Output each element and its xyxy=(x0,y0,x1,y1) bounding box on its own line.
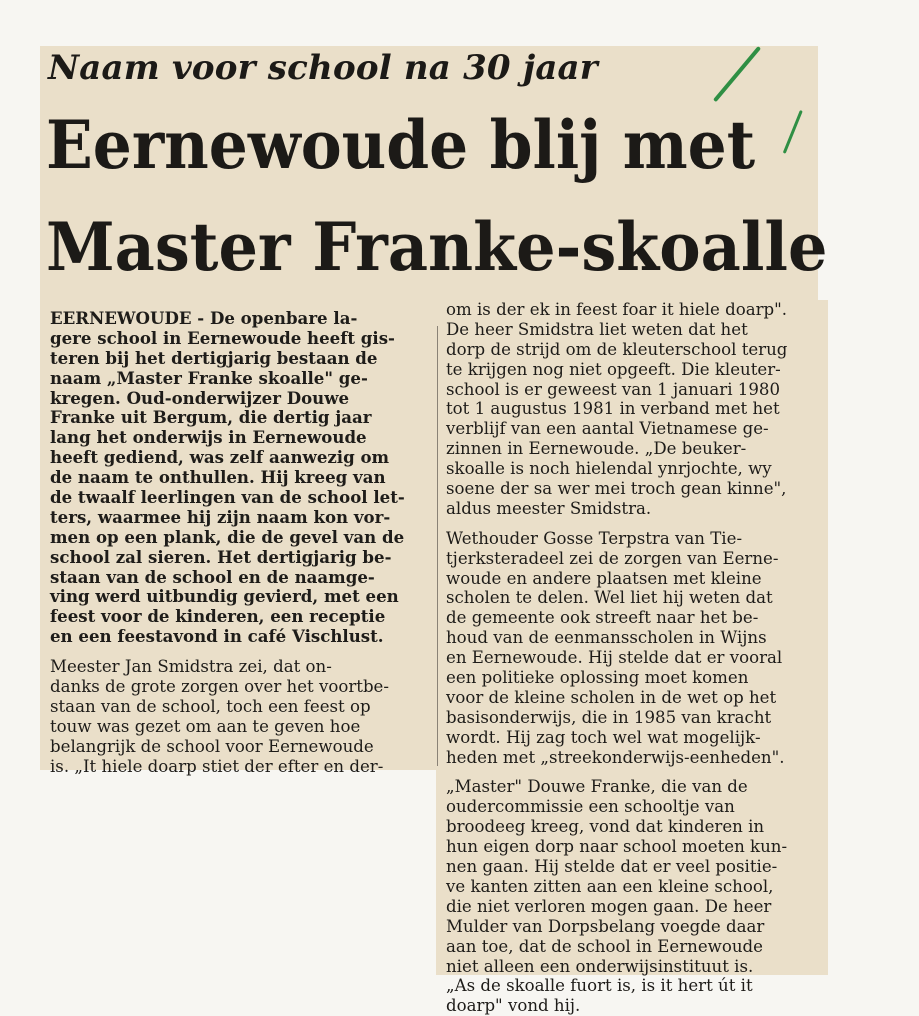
article-text-line: heden met „streekonderwijs-eenheden". xyxy=(446,747,785,767)
article-text-line: men op een plank, die de gevel van de xyxy=(50,526,405,547)
article-text-line: Meester Jan Smidstra zei, dat on- xyxy=(50,657,332,677)
article-text-line: school zal sieren. Het dertigjarig be- xyxy=(50,546,392,567)
article-text-line: naam „Master Franke skoalle" ge- xyxy=(50,367,368,388)
column-divider xyxy=(437,326,438,766)
article-column-left xyxy=(50,309,432,776)
headline-line-1: Eernewoude blij met xyxy=(46,106,756,184)
article-text-line: „Master" Douwe Franke, die van de xyxy=(446,777,748,797)
article-text-line: ve kanten zitten aan een kleine school, xyxy=(446,876,774,896)
article-text-line: hun eigen dorp naar school moeten kun- xyxy=(446,837,788,857)
article-text-line: Mulder van Dorpsbelang voegde daar xyxy=(446,916,765,936)
headline-line-2: Master Franke-skoalle xyxy=(46,208,828,286)
article-text-line: feest voor de kinderen, een receptie xyxy=(50,606,386,627)
article-text-line: tjerksteradeel zei de zorgen van Eerne- xyxy=(446,548,779,568)
article-text-line: De heer Smidstra liet weten dat het xyxy=(446,319,748,339)
article-text-line: soene der sa wer mei troch gean kinne", xyxy=(446,479,787,499)
article-text-line: heeft gediend, was zelf aanwezig om xyxy=(50,447,390,468)
article-text-line: belangrijk de school voor Eernewoude xyxy=(50,736,374,756)
article-text-line: scholen te delen. Wel liet hij weten dat xyxy=(446,588,773,608)
article-text-line: basisonderwijs, die in 1985 van kracht xyxy=(446,707,772,727)
article-text-line: ters, waarmee hij zijn naam kon vor- xyxy=(50,506,391,527)
article-text-line: skoalle is noch hielendal ynrjochte, wy xyxy=(446,459,772,479)
article-text-line: om is der ek in feest foar it hiele doarp". xyxy=(446,300,788,319)
article-text-line: school is er geweest van 1 januari 1980 xyxy=(446,379,781,399)
article-text-line: de gemeente ook streeft naar het be- xyxy=(446,608,759,628)
article-text-line: danks de grote zorgen over het voortbe- xyxy=(50,677,389,697)
article-text-line: aan toe, dat de school in Eernewoude xyxy=(446,936,763,956)
article-text-line: een politieke oplossing moet komen xyxy=(446,668,749,688)
article-text-line: aldus meester Smidstra. xyxy=(446,498,652,518)
kicker-title: Naam voor school na 30 jaar xyxy=(48,48,598,88)
article-text-line: woude en andere plaatsen met kleine xyxy=(446,568,762,588)
article-text-line: EERNEWOUDE - De openbare la- xyxy=(50,308,358,328)
article-text-line: die niet verloren mogen gaan. De heer xyxy=(446,896,772,916)
article-text-line: ving werd uitbundig gevierd, met een xyxy=(50,586,399,607)
article-text-line: en een feestavond in café Vischlust. xyxy=(50,626,384,647)
article-text-line: Wethouder Gosse Terpstra van Tie- xyxy=(446,528,743,548)
article-text-line: de naam te onthullen. Hij kreeg van xyxy=(50,467,386,488)
article-text-line: houd van de eenmansscholen in Wijns xyxy=(446,628,767,648)
article-text-line: voor de kleine scholen in de wet op het xyxy=(446,687,777,707)
article-text-line: doarp" vond hij. xyxy=(446,996,581,1016)
article-text-line: wordt. Hij zag toch wel wat mogelijk- xyxy=(446,727,761,747)
article-text-line: „As de skoalle fuort is, is it hert út it xyxy=(446,976,753,996)
article-text-line: dorp de strijd om de kleuterschool terug xyxy=(446,339,788,359)
article-text-line: broodeeg kreeg, vond dat kinderen in xyxy=(446,817,765,837)
article-text-line: oudercommissie een schooltje van xyxy=(446,797,735,817)
article-text-line: Franke uit Bergum, die dertig jaar xyxy=(50,407,372,428)
article-text-line: touw was gezet om aan te geven hoe xyxy=(50,716,361,736)
article-text-line: tot 1 augustus 1981 in verband met het xyxy=(446,399,780,419)
article-text-line: gere school in Eernewoude heeft gis- xyxy=(50,327,395,348)
article-text-line: staan van de school en de naamge- xyxy=(50,566,375,587)
article-text-line: lang het onderwijs in Eernewoude xyxy=(50,427,367,448)
article-text-line: verblijf van een aantal Vietnamese ge- xyxy=(446,419,769,439)
article-column-right xyxy=(446,300,826,1016)
article-text-line: kregen. Oud-onderwijzer Douwe xyxy=(50,387,350,408)
article-text-line: is. „It hiele doarp stiet der efter en der- xyxy=(50,756,384,776)
article-text-line: te krijgen nog niet opgeeft. Die kleuter- xyxy=(446,359,781,379)
article-text-line: de twaalf leerlingen van de school let- xyxy=(50,487,405,508)
article-text-line: nen gaan. Hij stelde dat er veel positie- xyxy=(446,857,778,877)
article-text-line: zinnen in Eernewoude. „De beuker- xyxy=(446,439,747,459)
article-text-line: staan van de school, toch een feest op xyxy=(50,696,371,716)
article-text-line: teren bij het dertigjarig bestaan de xyxy=(50,347,378,368)
article-text-line: en Eernewoude. Hij stelde dat er vooral xyxy=(446,648,783,668)
article-text-line: niet alleen een onderwijsinstituut is. xyxy=(446,956,754,976)
